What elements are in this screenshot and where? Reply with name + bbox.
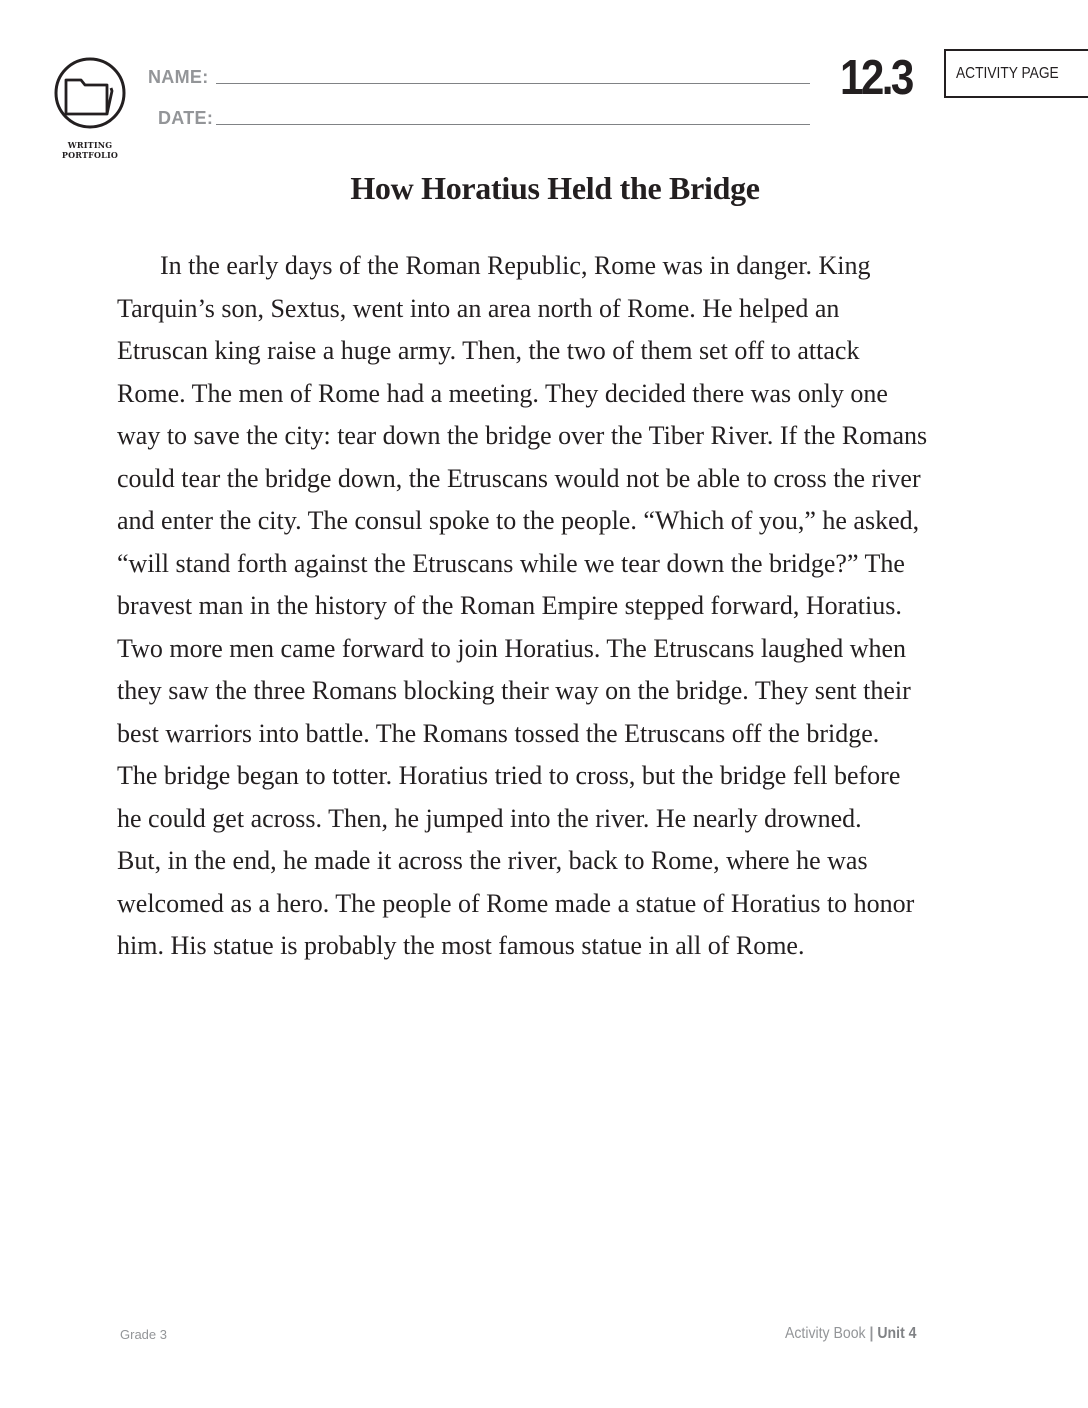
paragraph-line: The bridge began to totter. Horatius tried to cross, but the bridge fell before (117, 761, 901, 790)
paragraph-line: bravest man in the history of the Roman Empire stepped forward, Horatius. (117, 591, 902, 620)
story-paragraph (117, 245, 1017, 968)
footer-separator: | (869, 1325, 874, 1342)
paragraph-line: Etruscan king raise a huge army. Then, the two of them set off to attack (117, 336, 860, 365)
paragraph-line: Rome. The men of Rome had a meeting. They decided there was only one (117, 378, 888, 408)
name-label: NAME: (148, 67, 209, 87)
paragraph-line: Two more men came forward to join Horatius. The Etruscans laughed when (117, 633, 907, 663)
paragraph-line: he could get across. Then, he jumped into the river. He nearly drowned. (117, 803, 862, 833)
paragraph-line: they saw the three Romans blocking their way on the bridge. They sent their (117, 676, 911, 705)
footer-book-unit (785, 1325, 917, 1343)
date-label: DATE: (158, 108, 214, 128)
logo-caption-line2: PORTFOLIO (61, 150, 119, 160)
paragraph-line: and enter the city. The consul spoke to the people. “Which of you,” he asked, (117, 506, 920, 535)
paragraph-line: In the early days of the Roman Republic, Rome was in danger. King (160, 251, 871, 280)
paragraph-line: could tear the bridge down, the Etruscans would not be able to cross the river (117, 463, 921, 493)
logo-caption (52, 140, 128, 160)
logo-caption-line1: WRITING (67, 140, 113, 150)
paragraph-line: “will stand forth against the Etruscans while we tear down the bridge?” The (117, 548, 905, 578)
paragraph-line: welcomed as a hero. The people of Rome made a statue of Horatius to honor (117, 888, 915, 918)
footer-unit: Unit 4 (877, 1325, 917, 1342)
footer-book: Activity Book (785, 1325, 866, 1342)
footer-grade: Grade 3 (120, 1327, 167, 1342)
page-number: 12.3 (840, 51, 912, 105)
paragraph-line: way to save the city: tear down the bridge over the Tiber River. If the Romans (117, 421, 928, 450)
activity-page-label: ACTIVITY PAGE (956, 65, 1059, 82)
name-field[interactable] (216, 83, 810, 84)
date-field[interactable] (216, 124, 810, 125)
page-title: How Horatius Held the Bridge (350, 170, 760, 206)
activity-page-box (944, 49, 1088, 98)
paragraph-line: But, in the end, he made it across the river, back to Rome, where he was (117, 846, 868, 875)
folder-icon (52, 52, 128, 138)
paragraph-line: best warriors into battle. The Romans tossed the Etruscans off the bridge. (117, 718, 880, 748)
paragraph-line: him. His statue is probably the most famous statue in all of Rome. (117, 931, 805, 960)
paragraph-line: Tarquin’s son, Sextus, went into an area north of Rome. He helped an (117, 293, 840, 323)
writing-portfolio-logo (52, 52, 128, 166)
